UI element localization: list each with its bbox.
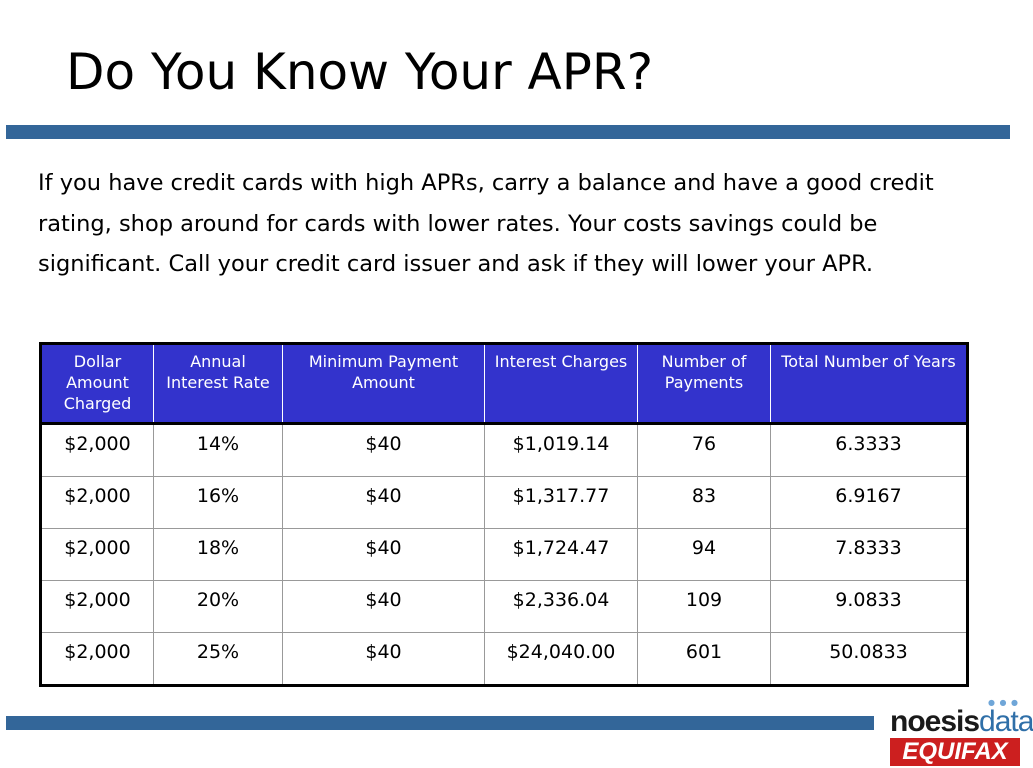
header-interest-charges: Interest Charges: [485, 344, 638, 424]
cell-interest-charges: $1,317.77: [485, 477, 638, 529]
cell-interest-rate: 14%: [154, 424, 283, 477]
title-divider-bar: [6, 125, 1010, 139]
header-minimum-payment-amount: Minimum Payment Amount: [283, 344, 485, 424]
cell-number-of-payments: 109: [638, 581, 771, 633]
header-number-of-payments: Number of Payments: [638, 344, 771, 424]
cell-interest-rate: 18%: [154, 529, 283, 581]
apr-comparison-table: [39, 342, 969, 687]
cell-minimum-payment: $40: [283, 529, 485, 581]
cell-minimum-payment: $40: [283, 477, 485, 529]
cell-number-of-payments: 83: [638, 477, 771, 529]
cell-minimum-payment: $40: [283, 581, 485, 633]
table-row: [41, 424, 968, 477]
cell-total-years: 6.9167: [771, 477, 968, 529]
header-annual-interest-rate: Annual Interest Rate: [154, 344, 283, 424]
cell-dollar-amount: $2,000: [41, 477, 154, 529]
cell-total-years: 7.8333: [771, 529, 968, 581]
cell-number-of-payments: 76: [638, 424, 771, 477]
cell-dollar-amount: $2,000: [41, 424, 154, 477]
cell-interest-rate: 20%: [154, 581, 283, 633]
cell-dollar-amount: $2,000: [41, 581, 154, 633]
equifax-logo: EQUIFAX: [890, 738, 1020, 766]
cell-interest-charges: $2,336.04: [485, 581, 638, 633]
table-row: [41, 477, 968, 529]
cell-total-years: 50.0833: [771, 633, 968, 686]
noesis-logo-part1: noesis: [890, 705, 980, 738]
slide-body-text: If you have credit cards with high APRs, carry a balance and have a good credit rating, shop around for cards with lower rates. Your costs savings could be significant. Call your credit card issuer and ask if they will lower your APR.: [38, 170, 934, 277]
cell-number-of-payments: 94: [638, 529, 771, 581]
cell-minimum-payment: $40: [283, 424, 485, 477]
slide-title: Do You Know Your APR?: [66, 43, 654, 101]
cell-total-years: 9.0833: [771, 581, 968, 633]
footer-divider-bar: [6, 716, 874, 730]
table-row: [41, 529, 968, 581]
noesis-dots-icon: ● ● ●: [988, 698, 1020, 707]
cell-interest-rate: 25%: [154, 633, 283, 686]
cell-dollar-amount: $2,000: [41, 633, 154, 686]
header-dollar-amount-charged: Dollar Amount Charged: [41, 344, 154, 424]
cell-number-of-payments: 601: [638, 633, 771, 686]
cell-dollar-amount: $2,000: [41, 529, 154, 581]
noesisdata-logo: [890, 705, 1033, 739]
cell-interest-charges: $1,019.14: [485, 424, 638, 477]
table-row: [41, 581, 968, 633]
noesis-logo-part2: data: [979, 705, 1033, 738]
cell-interest-charges: $24,040.00: [485, 633, 638, 686]
cell-interest-rate: 16%: [154, 477, 283, 529]
cell-total-years: 6.3333: [771, 424, 968, 477]
table-header-row: [41, 344, 968, 424]
table-row: [41, 633, 968, 686]
cell-interest-charges: $1,724.47: [485, 529, 638, 581]
header-total-number-of-years: Total Number of Years: [771, 344, 968, 424]
cell-minimum-payment: $40: [283, 633, 485, 686]
